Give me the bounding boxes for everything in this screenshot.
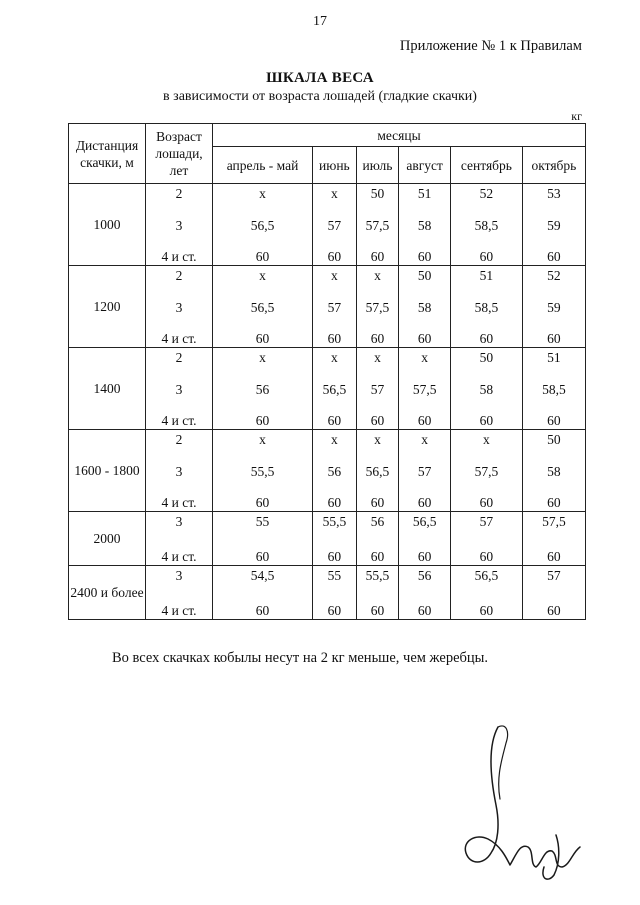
weight-cell bbox=[399, 266, 451, 348]
header-distance: Дистанция скачки, м bbox=[69, 124, 146, 184]
weight-value: 60 bbox=[327, 413, 342, 428]
weight-value: 54,5 bbox=[250, 568, 275, 583]
weight-value: 50 bbox=[370, 186, 385, 201]
weight-value: 51 bbox=[417, 186, 432, 201]
weight-value: 57 bbox=[327, 299, 342, 315]
weight-value: 58,5 bbox=[474, 299, 499, 315]
weight-value: 60 bbox=[327, 603, 342, 618]
weight-cell bbox=[522, 512, 585, 566]
weight-value: 60 bbox=[417, 331, 432, 346]
weight-value: 60 bbox=[479, 249, 494, 264]
weight-cell bbox=[451, 566, 523, 620]
weight-value: х bbox=[259, 186, 266, 201]
header-month: октябрь bbox=[522, 147, 585, 184]
weight-cell bbox=[522, 348, 585, 430]
weight-value: 59 bbox=[547, 217, 561, 233]
weight-value: 60 bbox=[370, 249, 385, 264]
weight-cell bbox=[399, 430, 451, 512]
table-row bbox=[69, 512, 586, 566]
distance-cell: 2400 и более bbox=[69, 566, 146, 620]
weight-value: 3 bbox=[175, 568, 183, 583]
weight-value: 50 bbox=[479, 350, 494, 365]
weight-value: 60 bbox=[479, 603, 494, 618]
weight-cell bbox=[399, 184, 451, 266]
weight-cell bbox=[356, 430, 399, 512]
weight-value: х bbox=[374, 350, 381, 365]
weight-value: 51 bbox=[547, 350, 561, 365]
weight-value: 55,5 bbox=[250, 463, 275, 479]
weight-value: 60 bbox=[479, 413, 494, 428]
appendix-label: Приложение № 1 к Правилам bbox=[399, 38, 582, 54]
weight-value: 2 bbox=[175, 350, 183, 365]
weight-cell bbox=[356, 348, 399, 430]
weight-value: х bbox=[331, 350, 338, 365]
weight-value: 3 bbox=[175, 299, 183, 315]
weight-value: х bbox=[421, 432, 428, 447]
weight-value: 55 bbox=[327, 568, 342, 583]
weight-value: 4 и ст. bbox=[161, 549, 197, 564]
weight-value: 2 bbox=[175, 268, 183, 283]
weight-value: 60 bbox=[417, 495, 432, 510]
weight-value: 60 bbox=[327, 331, 342, 346]
weight-value: 52 bbox=[479, 186, 494, 201]
weight-value: 58 bbox=[417, 299, 432, 315]
weight-cell bbox=[313, 512, 357, 566]
signature-icon bbox=[436, 715, 596, 885]
weight-cell bbox=[313, 184, 357, 266]
weight-cell bbox=[522, 430, 585, 512]
weight-value: 56 bbox=[255, 381, 270, 397]
age-cell bbox=[146, 348, 213, 430]
weight-cell bbox=[213, 430, 313, 512]
header-month: июль bbox=[356, 147, 399, 184]
header-month: июнь bbox=[313, 147, 357, 184]
weight-value: 55,5 bbox=[365, 568, 390, 583]
weight-value: х bbox=[331, 268, 338, 283]
weight-value: 55 bbox=[255, 514, 270, 529]
weight-value: 60 bbox=[370, 413, 385, 428]
weight-value: 60 bbox=[255, 413, 270, 428]
weight-value: 2 bbox=[175, 432, 183, 447]
distance-cell: 1600 - 1800 bbox=[69, 430, 146, 512]
age-cell bbox=[146, 512, 213, 566]
weight-value: 4 и ст. bbox=[161, 331, 197, 346]
weight-value: 59 bbox=[547, 299, 561, 315]
header-age: Возраст лошади, лет bbox=[146, 124, 213, 184]
weight-value: 60 bbox=[370, 603, 385, 618]
weight-value: 56 bbox=[327, 463, 342, 479]
weight-value: 60 bbox=[417, 603, 432, 618]
weight-value: 3 bbox=[175, 514, 183, 529]
weight-value: 60 bbox=[417, 413, 432, 428]
weight-value: 60 bbox=[547, 495, 561, 510]
weight-value: 53 bbox=[547, 186, 561, 201]
age-cell bbox=[146, 430, 213, 512]
weight-value: 56 bbox=[417, 568, 432, 583]
weight-cell bbox=[313, 348, 357, 430]
header-month: сентябрь bbox=[451, 147, 523, 184]
weight-value: 57 bbox=[479, 514, 494, 529]
weight-value: х bbox=[483, 432, 490, 447]
weight-value: 57,5 bbox=[412, 381, 437, 397]
table-row bbox=[69, 348, 586, 430]
weight-value: 3 bbox=[175, 217, 183, 233]
weight-value: 58,5 bbox=[474, 217, 499, 233]
weight-cell bbox=[522, 184, 585, 266]
table-row bbox=[69, 266, 586, 348]
weight-value: 55,5 bbox=[322, 514, 347, 529]
weight-value: 57 bbox=[327, 217, 342, 233]
distance-cell: 1400 bbox=[69, 348, 146, 430]
weight-value: х bbox=[374, 432, 381, 447]
weight-value: 57 bbox=[547, 568, 561, 583]
weight-value: 60 bbox=[417, 549, 432, 564]
weight-value: 3 bbox=[175, 463, 183, 479]
document-subtitle: в зависимости от возраста лошадей (гладкие скачки) bbox=[163, 89, 477, 104]
weight-value: 60 bbox=[255, 331, 270, 346]
weight-value: 58 bbox=[479, 381, 494, 397]
weight-value: 57 bbox=[417, 463, 432, 479]
table-row bbox=[69, 430, 586, 512]
weight-value: 60 bbox=[547, 331, 561, 346]
weight-cell bbox=[213, 184, 313, 266]
weight-cell bbox=[451, 348, 523, 430]
age-cell bbox=[146, 566, 213, 620]
weight-value: 56,5 bbox=[412, 514, 437, 529]
weight-value: 60 bbox=[547, 413, 561, 428]
weight-value: 51 bbox=[479, 268, 494, 283]
distance-cell: 1000 bbox=[69, 184, 146, 266]
weight-cell bbox=[451, 430, 523, 512]
header-months: месяцы bbox=[213, 124, 586, 147]
weight-value: 4 и ст. bbox=[161, 495, 197, 510]
weight-cell bbox=[356, 266, 399, 348]
table-row bbox=[69, 184, 586, 266]
weight-value: 60 bbox=[547, 249, 561, 264]
weight-cell bbox=[313, 266, 357, 348]
weight-value: 4 и ст. bbox=[161, 603, 197, 618]
weight-value: 60 bbox=[255, 549, 270, 564]
weight-value: 56,5 bbox=[365, 463, 390, 479]
weight-value: 60 bbox=[479, 495, 494, 510]
weight-cell bbox=[522, 266, 585, 348]
weight-value: 50 bbox=[547, 432, 561, 447]
weight-value: х bbox=[331, 432, 338, 447]
weight-cell bbox=[213, 566, 313, 620]
weight-scale-table bbox=[68, 123, 586, 620]
header-month: апрель - май bbox=[213, 147, 313, 184]
weight-cell bbox=[213, 348, 313, 430]
weight-value: 56,5 bbox=[474, 568, 499, 583]
weight-value: х bbox=[259, 432, 266, 447]
weight-cell bbox=[356, 566, 399, 620]
weight-value: 58 bbox=[417, 217, 432, 233]
weight-value: х bbox=[331, 186, 338, 201]
weight-value: 57,5 bbox=[365, 217, 390, 233]
weight-value: 60 bbox=[255, 495, 270, 510]
weight-value: 60 bbox=[370, 549, 385, 564]
weight-cell bbox=[356, 184, 399, 266]
table-row bbox=[69, 566, 586, 620]
weight-value: 60 bbox=[547, 603, 561, 618]
weight-value: 2 bbox=[175, 186, 183, 201]
footnote: Во всех скачках кобылы несут на 2 кг меньше, чем жеребцы. bbox=[112, 650, 489, 666]
weight-cell bbox=[451, 266, 523, 348]
weight-value: 57,5 bbox=[365, 299, 390, 315]
document-title: ШКАЛА ВЕСА bbox=[266, 70, 374, 86]
weight-value: 60 bbox=[479, 331, 494, 346]
weight-cell bbox=[213, 512, 313, 566]
weight-value: 60 bbox=[327, 495, 342, 510]
weight-value: 57,5 bbox=[474, 463, 499, 479]
weight-value: 60 bbox=[479, 549, 494, 564]
weight-cell bbox=[522, 566, 585, 620]
weight-cell bbox=[451, 184, 523, 266]
weight-value: 58,5 bbox=[542, 381, 566, 397]
weight-value: 56 bbox=[370, 514, 385, 529]
weight-value: 57,5 bbox=[542, 514, 566, 529]
page-number: 17 bbox=[313, 14, 327, 29]
distance-cell: 1200 bbox=[69, 266, 146, 348]
weight-cell bbox=[451, 512, 523, 566]
age-cell bbox=[146, 266, 213, 348]
weight-value: 52 bbox=[547, 268, 561, 283]
weight-value: 4 и ст. bbox=[161, 413, 197, 428]
weight-value: 4 и ст. bbox=[161, 249, 197, 264]
weight-value: 56,5 bbox=[250, 217, 275, 233]
weight-value: 58 bbox=[547, 463, 561, 479]
weight-value: 60 bbox=[370, 331, 385, 346]
weight-cell bbox=[399, 348, 451, 430]
weight-cell bbox=[399, 512, 451, 566]
weight-value: 3 bbox=[175, 381, 183, 397]
weight-cell bbox=[313, 430, 357, 512]
distance-cell: 2000 bbox=[69, 512, 146, 566]
weight-value: х bbox=[421, 350, 428, 365]
weight-value: 56,5 bbox=[322, 381, 347, 397]
unit-label: кг bbox=[571, 109, 582, 123]
header-month: август bbox=[399, 147, 451, 184]
weight-value: 60 bbox=[327, 249, 342, 264]
weight-value: 50 bbox=[417, 268, 432, 283]
weight-value: х bbox=[374, 268, 381, 283]
weight-value: 60 bbox=[255, 249, 270, 264]
weight-cell bbox=[356, 512, 399, 566]
weight-value: х bbox=[259, 268, 266, 283]
weight-cell bbox=[399, 566, 451, 620]
weight-value: 60 bbox=[327, 549, 342, 564]
weight-value: 60 bbox=[255, 603, 270, 618]
weight-value: 60 bbox=[417, 249, 432, 264]
weight-value: х bbox=[259, 350, 266, 365]
weight-value: 60 bbox=[547, 549, 561, 564]
age-cell bbox=[146, 184, 213, 266]
table-body bbox=[69, 184, 586, 620]
weight-value: 56,5 bbox=[250, 299, 275, 315]
weight-cell bbox=[213, 266, 313, 348]
weight-cell bbox=[313, 566, 357, 620]
weight-value: 57 bbox=[370, 381, 385, 397]
weight-value: 60 bbox=[370, 495, 385, 510]
